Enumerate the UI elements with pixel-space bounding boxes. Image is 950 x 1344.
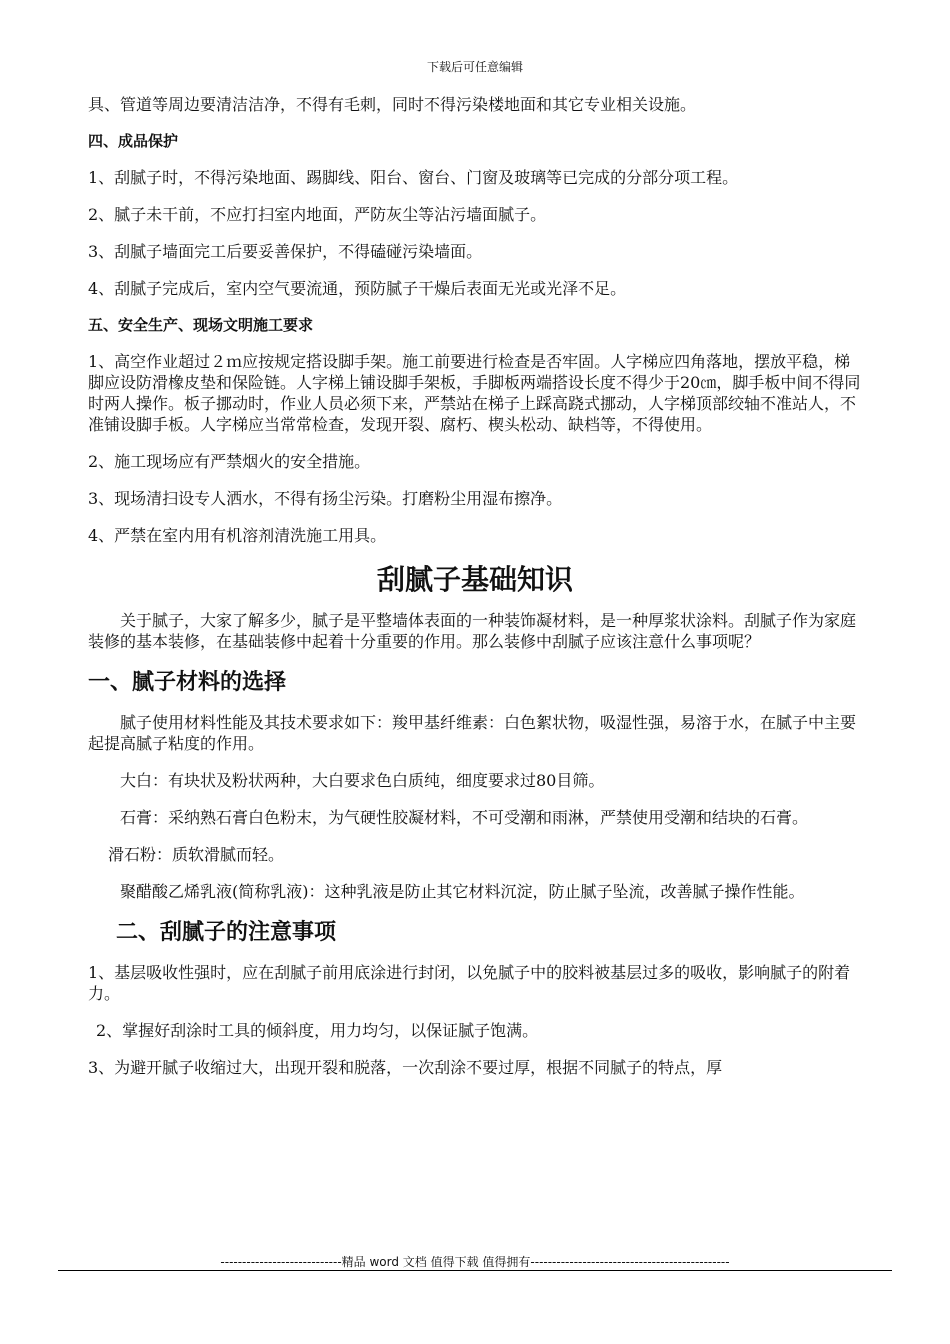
note-item: 2、掌握好刮涂时工具的倾斜度，用力均匀，以保证腻子饱满。: [96, 1021, 539, 1040]
material-paragraph: 滑石粉：质软滑腻而轻。: [108, 845, 285, 864]
material-paragraph: 大白：有块状及粉状两种，大白要求色白质纯，细度要求过80目筛。: [120, 771, 605, 790]
material-paragraph: 聚醋酸乙烯乳液(简称乳液)：这种乳液是防止其它材料沉淀，防止腻子坠流，改善腻子操作性能。: [120, 882, 805, 901]
list-item: 1、刮腻子时，不得污染地面、踢脚线、阳台、窗台、门窗及玻璃等已完成的分部分项工程。: [88, 168, 739, 187]
header-note: 下载后可任意编辑: [426, 60, 523, 74]
list-item: 4、刮腻子完成后，室内空气要流通，预防腻子干燥后表面无光或光泽不足。: [88, 279, 627, 298]
article-intro: 关于腻子，大家了解多少，腻子是平整墙体表面的一种装饰凝材料，是一种厚浆状涂料。刮腻子作为家庭装修的基本装修，在基础装修中起着十分重要的作用。那么装修中刮腻子应该注意什么事项呢？: [88, 611, 857, 651]
list-item: 2、腻子未干前，不应打扫室内地面，严防灰尘等沾污墙面腻子。: [88, 205, 547, 224]
footer-text: ----------------------------精品 word 文档 值得下载 值得拥有----------------------------------------------: [220, 1255, 730, 1269]
section-heading-5: 五、安全生产、现场文明施工要求: [88, 316, 314, 334]
paragraph-lead: 具、管道等周边要清洁洁净，不得有毛刺，同时不得污染楼地面和其它专业相关设施。: [88, 95, 697, 114]
list-item: 2、施工现场应有严禁烟火的安全措施。: [88, 452, 371, 471]
subheading-materials: 一、腻子材料的选择: [88, 670, 287, 695]
footer-divider: [58, 1270, 892, 1271]
note-item: 1、基层吸收性强时，应在刮腻子前用底涂进行封闭，以免腻子中的胶料被基层过多的吸收，影响腻子的附着力。: [88, 963, 851, 1003]
note-item: 3、为避开腻子收缩过大，出现开裂和脱落，一次刮涂不要过厚，根据不同腻子的特点，厚: [88, 1058, 723, 1077]
list-item: 1、高空作业超过２ｍ应按规定搭设脚手架。施工前要进行检查是否牢固。人字梯应四角落地，摆放平稳，梯脚应设防滑橡皮垫和保险链。人字梯上铺设脚手架板，手脚板两端搭设长度不得少于20㎝，脚手板中间不得同时两人操作。板子挪动时，作业人员必须下来，严禁站在梯子上踩高跷式挪动，人字梯顶部绞轴不准站人，不准铺设脚手板。人字梯应当常常检查，发现开裂、腐朽、楔头松动、缺档等，不得使用。: [88, 352, 861, 434]
list-item: 3、刮腻子墙面完工后要妥善保护，不得磕碰污染墙面。: [88, 242, 483, 261]
list-item: 4、严禁在室内用有机溶剂清洗施工用具。: [88, 526, 387, 545]
material-paragraph: 腻子使用材料性能及其技术要求如下：羧甲基纤维素：白色絮状物，吸湿性强，易溶于水，在腻子中主要起提高腻子粘度的作用。: [88, 713, 857, 753]
article-title: 刮腻子基础知识: [376, 563, 573, 596]
section-heading-4: 四、成品保护: [88, 132, 179, 150]
document-body: [88, 94, 862, 1094]
material-paragraph: 石膏：采纳熟石膏白色粉末，为气硬性胶凝材料，不可受潮和雨淋，严禁使用受潮和结块的石膏。: [120, 808, 809, 827]
subheading-notes: 二、刮腻子的注意事项: [116, 920, 337, 945]
list-item: 3、现场清扫设专人洒水，不得有扬尘污染。打磨粉尘用湿布擦净。: [88, 489, 563, 508]
